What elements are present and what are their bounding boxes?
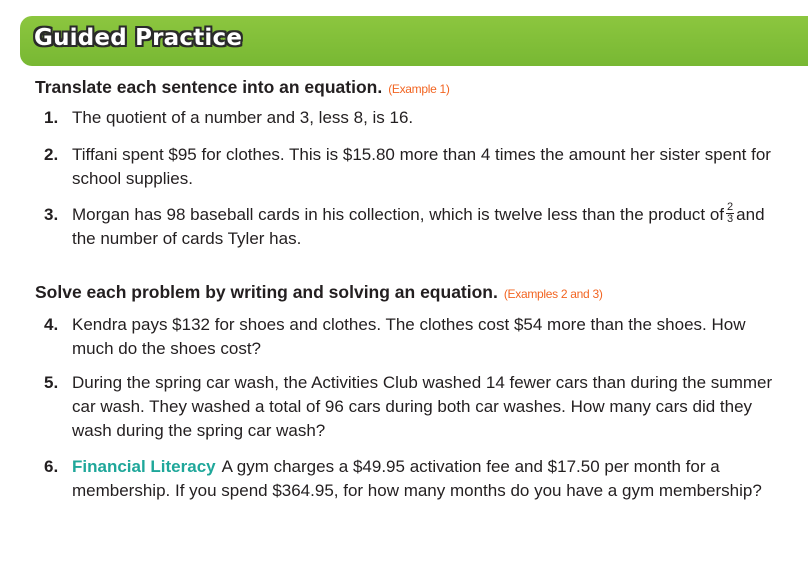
problem-1 [44, 106, 789, 130]
section-heading-text: Translate each sentence into an equation. [35, 77, 383, 97]
problem-text-after-fraction: and the number of cards Tyler has. [72, 205, 765, 248]
section-heading-solve [35, 282, 603, 303]
problem-text [72, 455, 789, 503]
problem-text: During the spring car wash, the Activities Club washed 14 fewer cars than during the summer car wash. They washed a total of 96 cars during both car washes. How many cars did they wash during the spring car wash? [72, 373, 773, 440]
problem-number: 2. [44, 145, 59, 164]
problem-body: A gym charges a $49.95 activation fee and $17.50 per month for a membership. If you spend $364.95, for how many months do you have a gym membership? [72, 457, 762, 500]
section-heading-translate [35, 77, 450, 98]
problem-text: The quotient of a number and 3, less 8, is 16. [72, 108, 414, 127]
problem-number: 1. [44, 108, 59, 127]
problem-text-before-fraction: Morgan has 98 baseball cards in his collection, which is twelve less than the product of [72, 205, 725, 224]
financial-literacy-label: Financial Literacy [72, 457, 216, 476]
problem-5 [44, 371, 789, 443]
banner-title: Guided Practice [34, 25, 243, 51]
problem-number: 6. [44, 457, 59, 476]
problem-number: 4. [44, 315, 59, 334]
problem-6 [44, 455, 789, 503]
problem-3 [44, 203, 789, 251]
problem-text: Kendra pays $132 for shoes and clothes. The clothes cost $54 more than the shoes. How much do the shoes cost? [72, 315, 746, 358]
problem-2 [44, 143, 789, 191]
section-heading-text: Solve each problem by writing and solving an equation. [35, 282, 498, 302]
problem-4 [44, 313, 789, 361]
example-reference: (Examples 2 and 3) [503, 287, 603, 301]
problem-text: Tiffani spent $95 for clothes. This is $15.80 more than 4 times the amount her sister spent for school supplies. [72, 145, 771, 188]
fraction-numerator: 2 [727, 201, 734, 214]
example-reference: (Example 1) [388, 82, 450, 96]
guided-practice-banner [20, 16, 808, 66]
problem-number: 3. [44, 205, 59, 224]
fraction-denominator: 3 [727, 213, 734, 226]
problem-text [72, 203, 789, 251]
fraction-two-thirds [726, 202, 734, 225]
problem-number: 5. [44, 373, 59, 392]
